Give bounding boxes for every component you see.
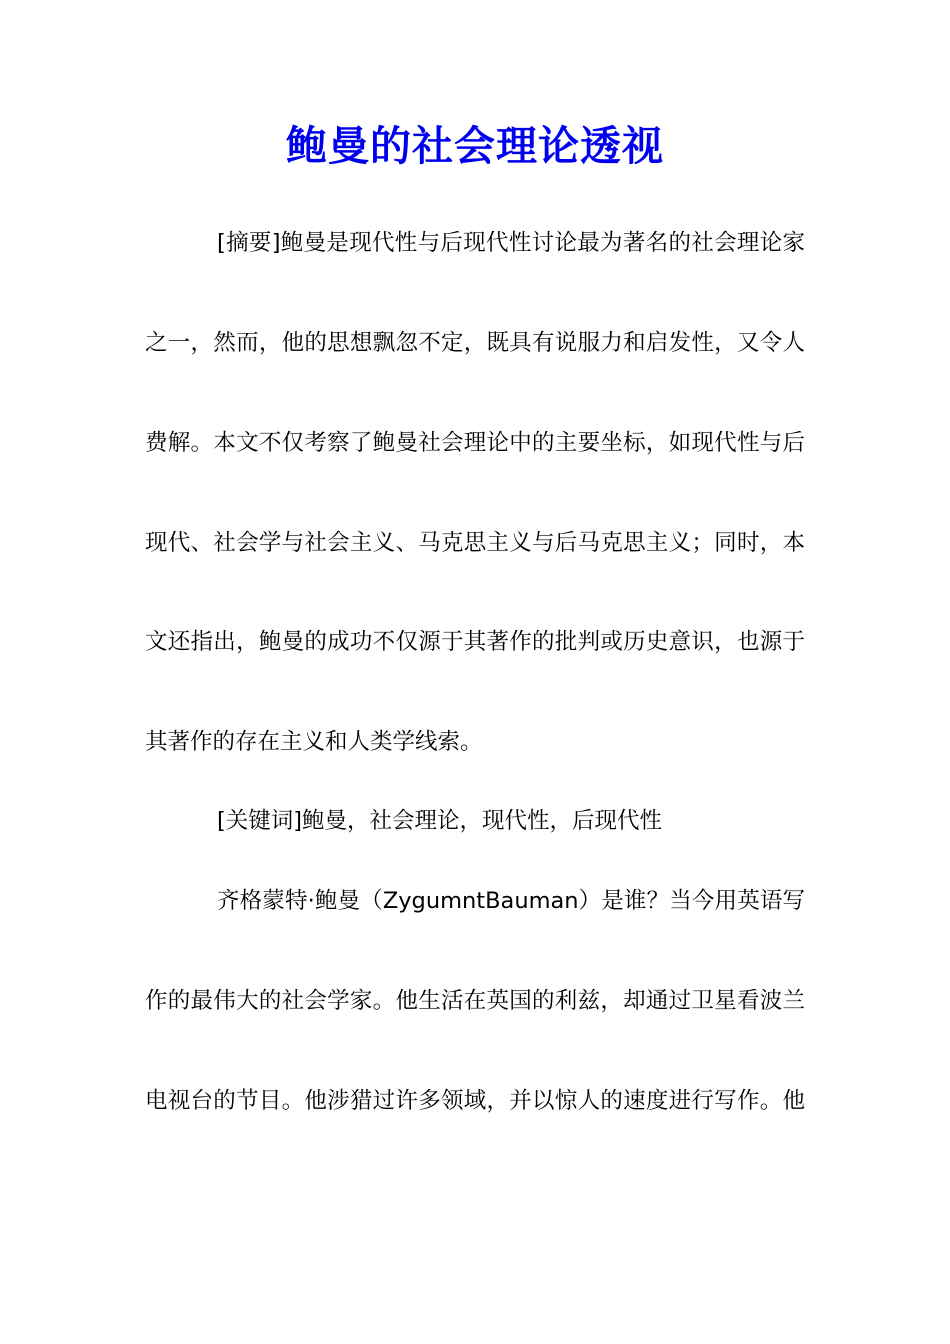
page-title: 鲍曼的社会理论透视	[286, 122, 664, 170]
abstract-line-6: 其著作的存在主义和人类学线索。	[145, 729, 483, 755]
abstract-line-1: [摘要]鲍曼是现代性与后现代性讨论最为著名的社会理论家	[217, 230, 805, 256]
body-line-2: 作的最伟大的社会学家。他生活在英国的利兹，却通过卫星看波兰	[145, 988, 805, 1014]
abstract-line-2: 之一，然而，他的思想飘忽不定，既具有说服力和启发性，又令人	[145, 330, 805, 356]
abstract-line-4: 现代、社会学与社会主义、马克思主义与后马克思主义；同时，本	[145, 530, 805, 556]
abstract-line-3: 费解。本文不仅考察了鲍曼社会理论中的主要坐标，如现代性与后	[145, 430, 805, 456]
body-line-1: 齐格蒙特·鲍曼（ZygumntBauman）是谁？当今用英语写	[217, 888, 805, 914]
body-line-3: 电视台的节目。他涉猎过许多领域，并以惊人的速度进行写作。他	[145, 1088, 805, 1114]
keywords-line: [关键词]鲍曼，社会理论，现代性，后现代性	[217, 808, 663, 834]
abstract-line-5: 文还指出，鲍曼的成功不仅源于其著作的批判或历史意识，也源于	[145, 629, 805, 655]
